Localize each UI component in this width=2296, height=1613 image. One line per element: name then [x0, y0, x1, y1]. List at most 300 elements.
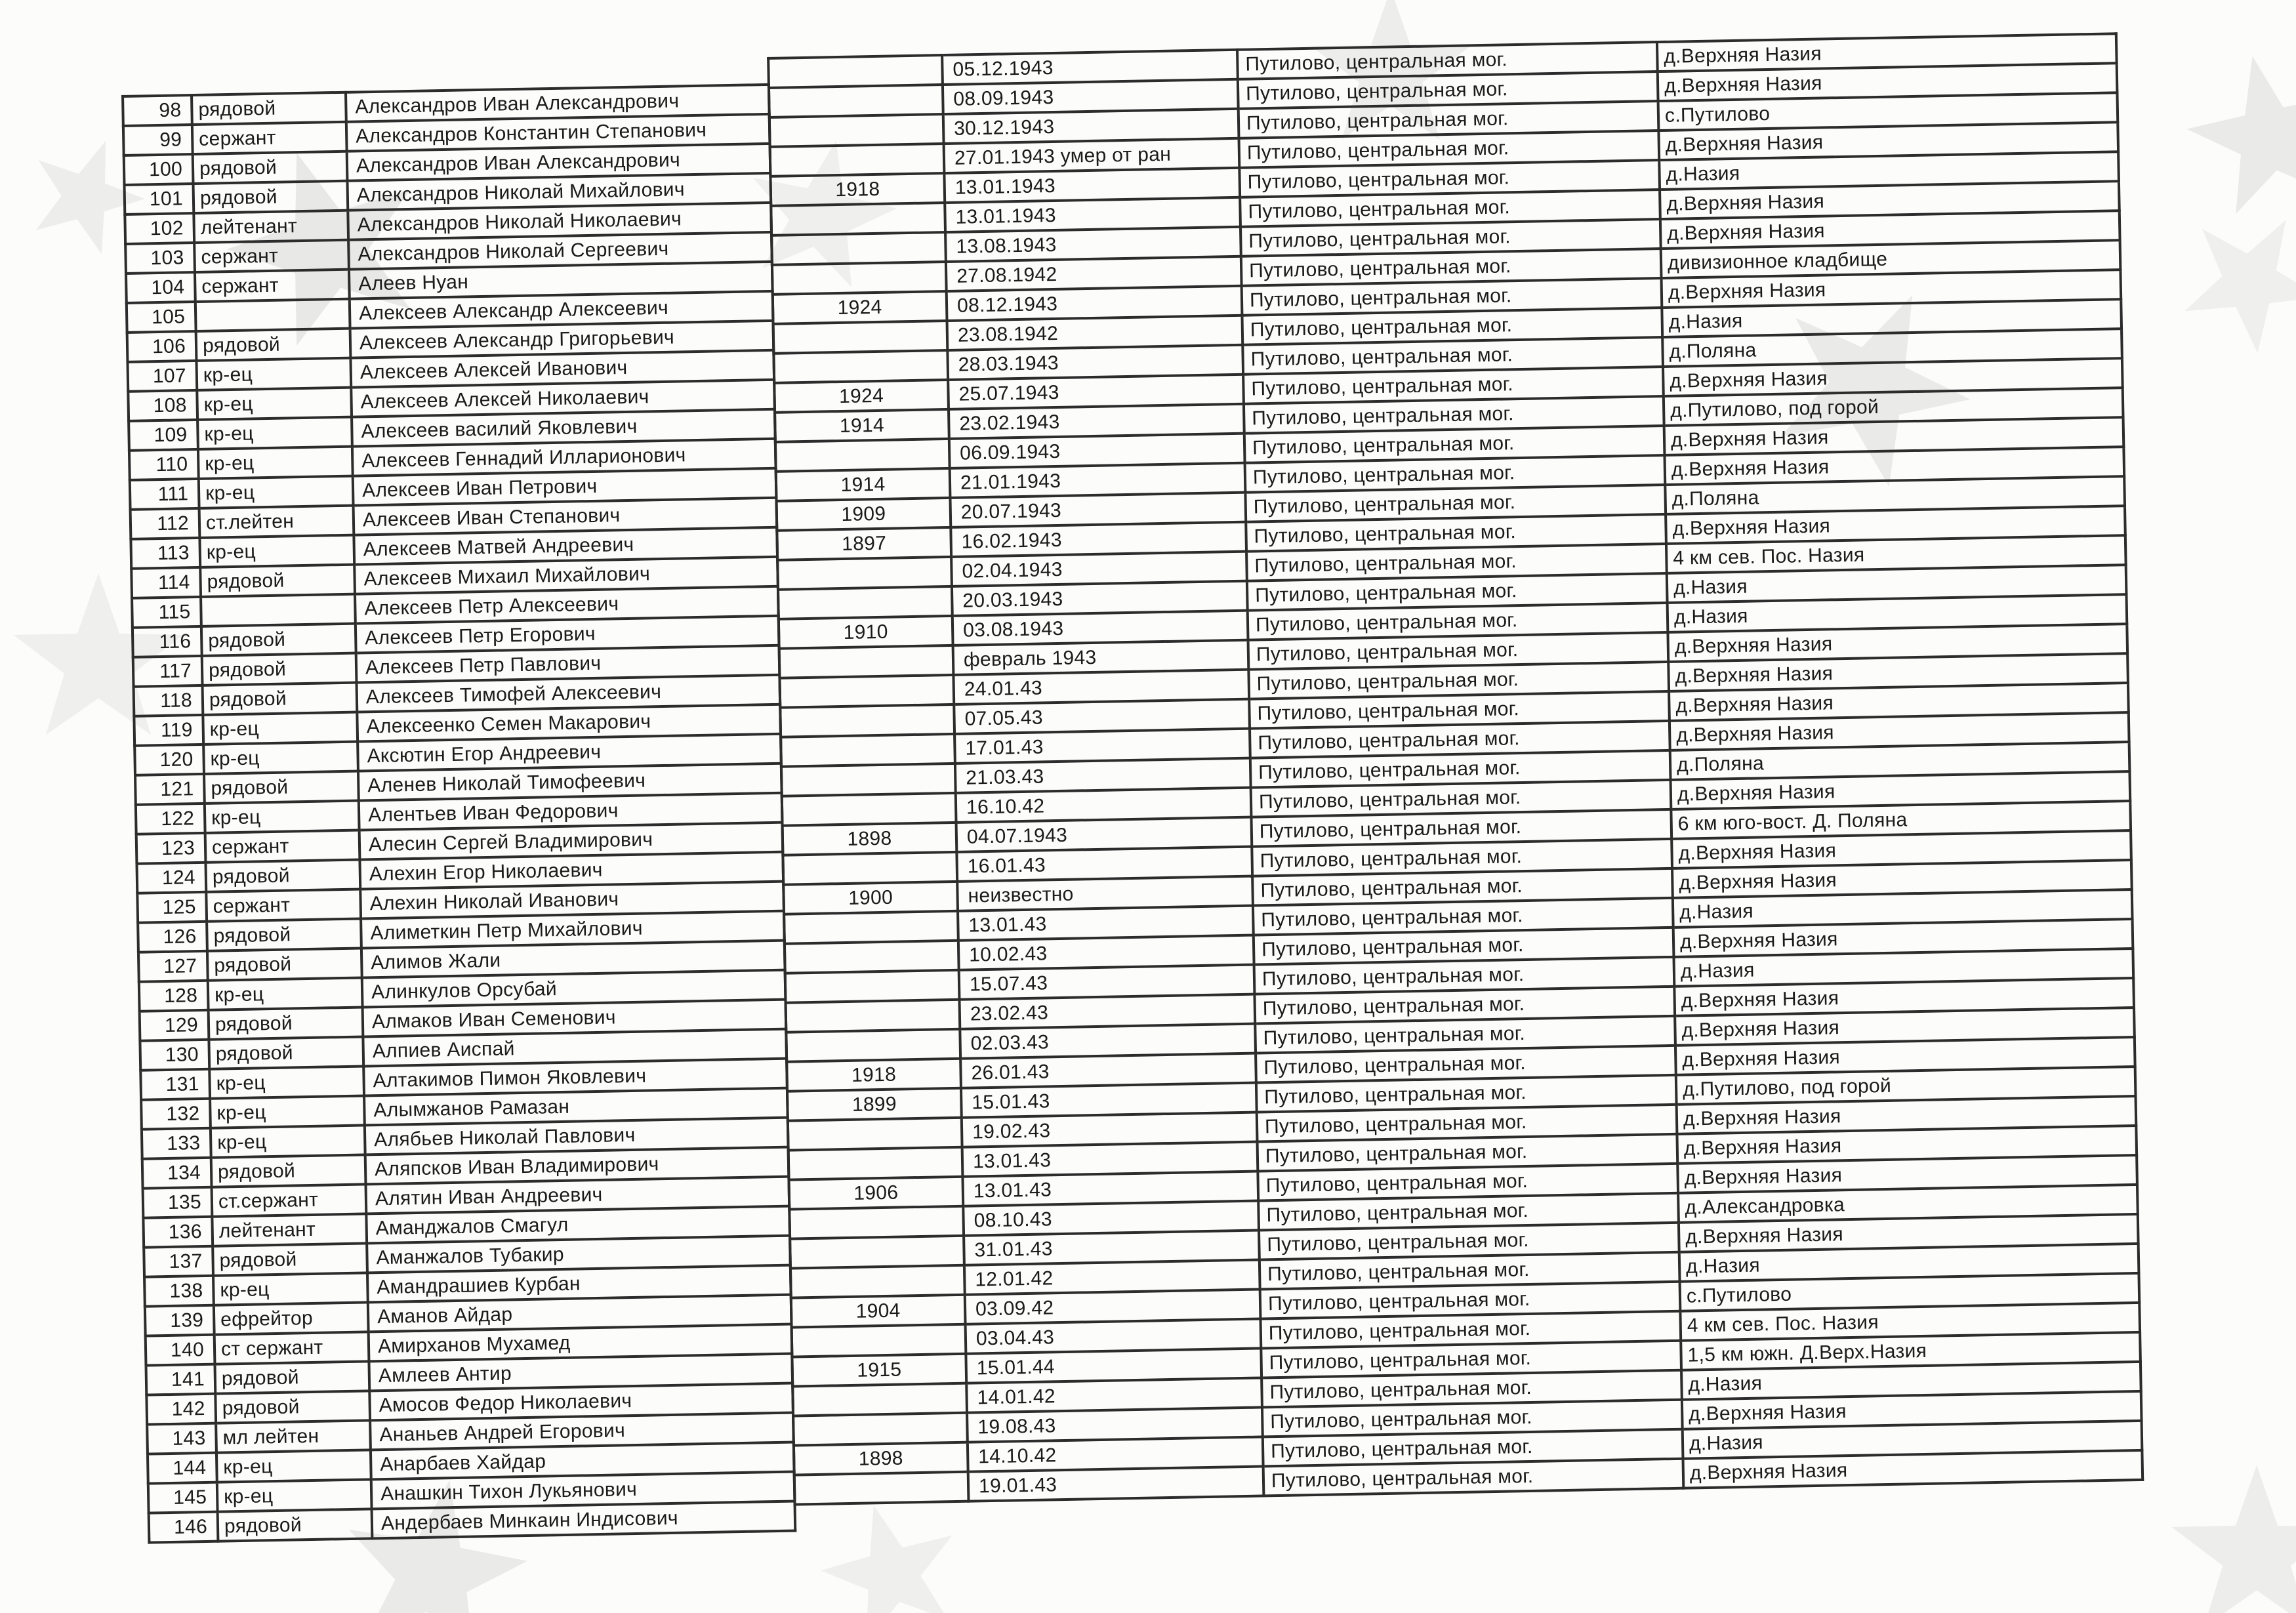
birth-year-cell: 1924	[773, 291, 947, 324]
name-cell: Алексеев Алексей Иванович	[350, 350, 774, 388]
name-cell: Алексеев Петр Павлович	[356, 645, 780, 683]
rank-cell: ст.лейтен	[199, 506, 354, 538]
death-date-cell: 21.03.43	[955, 758, 1251, 793]
name-cell: Алмаков Иван Семенович	[363, 1000, 787, 1037]
death-date-cell: 30.12.1943	[943, 109, 1239, 144]
location-cell: д.Верхняя Назия	[1670, 712, 2129, 750]
birth-year-cell: 1914	[775, 409, 949, 442]
row-number-cell: 142	[146, 1394, 216, 1425]
name-cell: Ананьев Андрей Егорович	[370, 1413, 794, 1450]
death-date-cell: 13.01.43	[962, 1172, 1258, 1206]
row-number-cell: 99	[123, 125, 193, 155]
location-cell: д.Александровка	[1678, 1185, 2138, 1223]
burial-place-cell: Путилово, центральная мог.	[1254, 987, 1675, 1024]
birth-year-cell	[782, 793, 956, 826]
death-date-cell: 08.10.43	[963, 1201, 1259, 1236]
burial-place-cell: Путилово, центральная мог.	[1256, 1075, 1677, 1113]
location-cell: д.Верхняя Назия	[1672, 860, 2132, 898]
name-cell: Алексеев Иван Степанович	[354, 498, 777, 535]
burial-place-cell: Путилово, центральная мог.	[1255, 1016, 1675, 1053]
burial-place-cell: Путилово, центральная мог.	[1253, 898, 1673, 935]
location-cell: д.Верхняя Назия	[1677, 1155, 2137, 1193]
birth-year-cell: 1900	[783, 882, 958, 914]
location-cell: д.Верхняя Назия	[1671, 771, 2131, 809]
name-cell: Амлеев Антир	[369, 1354, 792, 1391]
row-number-cell: 123	[136, 833, 206, 864]
rank-cell: кр-ец	[209, 1066, 364, 1098]
name-cell: Алексеенко Семен Макарович	[357, 704, 781, 742]
rank-cell: рядовой	[203, 683, 358, 715]
name-cell: Алексеев Александр Григорьевич	[350, 321, 774, 358]
row-number-cell: 129	[140, 1010, 209, 1041]
row-number-cell: 145	[148, 1482, 218, 1513]
death-date-cell: февраль 1943	[953, 640, 1249, 675]
rank-cell: рядовой	[215, 1391, 370, 1423]
name-cell: Аксютин Егор Андреевич	[358, 734, 781, 771]
birth-year-cell	[779, 675, 954, 708]
burial-place-cell: Путилово, центральная мог.	[1260, 1282, 1681, 1319]
burial-place-cell: Путилово, центральная мог.	[1259, 1223, 1679, 1260]
birth-year-cell	[785, 970, 960, 1003]
location-cell: д.Верхняя Назия	[1664, 417, 2124, 455]
row-number-cell: 102	[125, 213, 194, 244]
location-cell: д.Верхняя Назия	[1658, 63, 2118, 101]
birth-year-cell	[790, 1265, 965, 1298]
birth-year-cell: 1918	[787, 1059, 961, 1092]
name-cell: Анарбаев Хайдар	[371, 1442, 794, 1480]
rank-cell: рядовой	[201, 624, 356, 656]
star-watermark-icon	[2178, 46, 2296, 230]
rank-cell: рядовой	[192, 92, 346, 125]
death-date-cell: 08.09.1943	[943, 79, 1239, 114]
burial-place-cell: Путилово, центральная мог.	[1245, 485, 1666, 522]
death-date-cell: 26.01.43	[960, 1053, 1256, 1088]
rank-cell: лейтенант	[194, 211, 348, 243]
death-date-cell: 15.07.43	[959, 965, 1255, 1000]
rank-cell	[201, 594, 356, 626]
location-cell: д.Верхняя Назия	[1675, 1008, 2135, 1046]
death-date-cell: 28.03.1943	[947, 345, 1243, 380]
rank-cell: рядовой	[202, 653, 357, 685]
row-number-cell: 146	[149, 1512, 218, 1543]
rank-cell: кр-ец	[199, 535, 354, 567]
birth-year-cell	[772, 262, 947, 295]
rank-cell: кр-ец	[196, 358, 351, 390]
death-date-cell: 19.08.43	[967, 1407, 1263, 1442]
birth-year-cell	[773, 350, 948, 383]
location-cell: д.Путилово, под горой	[1664, 388, 2123, 426]
birth-year-cell	[773, 321, 948, 354]
birth-year-cell	[783, 852, 957, 885]
rank-cell: кр-ец	[210, 1095, 365, 1128]
death-date-cell: 13.01.43	[962, 1142, 1258, 1177]
row-number-cell: 104	[126, 272, 195, 303]
location-cell: д.Назия	[1668, 594, 2127, 632]
rank-cell: рядовой	[205, 860, 360, 892]
rank-cell	[195, 299, 350, 331]
name-cell: Алексеев Петр Егорович	[356, 616, 779, 653]
burial-place-cell: Путилово, центральная мог.	[1258, 1134, 1678, 1172]
burial-place-cell: Путилово, центральная мог.	[1263, 1459, 1684, 1496]
death-date-cell: 23.02.43	[959, 994, 1255, 1029]
roster-table-right	[767, 32, 2144, 1505]
rank-cell: мл лейтен	[216, 1420, 371, 1452]
birth-year-cell	[789, 1147, 963, 1180]
birth-year-cell	[771, 203, 945, 235]
rank-cell: кр-ец	[199, 476, 354, 508]
death-date-cell: 02.04.1943	[951, 552, 1247, 586]
rank-cell: сержант	[194, 240, 349, 272]
burial-place-cell: Путилово, центральная мог.	[1241, 249, 1662, 286]
death-date-cell: 27.01.1943 умер от ран	[944, 138, 1240, 173]
burial-place-cell: Путилово, центральная мог.	[1252, 839, 1672, 876]
burial-place-cell: Путилово, центральная мог.	[1249, 691, 1670, 729]
burial-place-cell: Путилово, центральная мог.	[1238, 71, 1658, 109]
row-number-cell: 114	[131, 567, 201, 598]
burial-place-cell: Путилово, центральная мог.	[1254, 957, 1675, 994]
name-cell: Алятин Иван Андреевич	[365, 1177, 789, 1214]
row-number-cell: 109	[129, 420, 198, 451]
name-cell: Алтакимов Пимон Яковлевич	[363, 1059, 787, 1096]
location-cell: д.Поляна	[1670, 742, 2130, 780]
name-cell: Амосов Федор Николаевич	[369, 1383, 793, 1421]
name-cell: Алимов Жали	[361, 941, 785, 978]
rank-cell: рядовой	[218, 1509, 373, 1541]
birth-year-cell: 1915	[792, 1354, 966, 1387]
death-date-cell: 10.02.43	[958, 935, 1254, 970]
burial-place-cell: Путилово, центральная мог.	[1237, 42, 1658, 79]
location-cell: д.Назия	[1667, 565, 2127, 603]
name-cell: Аманжалов Тубакир	[367, 1236, 790, 1273]
row-number-cell: 108	[128, 390, 197, 421]
row-number-cell: 135	[143, 1187, 213, 1218]
death-date-cell: неизвестно	[957, 876, 1253, 911]
row-number-cell: 126	[138, 922, 207, 952]
death-date-cell: 14.01.42	[966, 1378, 1262, 1412]
row-number-cell: 120	[134, 745, 204, 775]
rank-cell: сержант	[195, 270, 350, 302]
death-date-cell: 03.04.43	[966, 1318, 1261, 1353]
death-date-cell: 19.01.43	[968, 1466, 1264, 1501]
rank-cell: рядовой	[193, 181, 348, 213]
rank-cell: кр-ец	[208, 978, 363, 1010]
name-cell: Аляпсков Иван Владимирович	[365, 1147, 789, 1185]
birth-year-cell	[789, 1206, 964, 1239]
death-date-cell: 31.01.43	[964, 1231, 1260, 1265]
birth-year-cell: 1924	[774, 380, 949, 413]
row-number-cell: 130	[140, 1040, 209, 1071]
rank-cell: рядовой	[215, 1361, 369, 1393]
roster-table-left	[121, 83, 796, 1544]
name-cell: Алексеев Петр Алексеевич	[355, 586, 779, 624]
location-cell: с.Путилово	[1658, 92, 2118, 131]
name-cell: Алексеев Тимофей Алексеевич	[356, 675, 780, 712]
row-number-cell: 137	[144, 1246, 213, 1277]
burial-place-cell: Путилово, центральная мог.	[1248, 603, 1668, 640]
location-cell: д.Верхняя Назия	[1679, 1214, 2139, 1252]
death-date-cell: 15.01.44	[966, 1348, 1261, 1383]
name-cell: Алиметкин Петр Михайлович	[361, 911, 785, 949]
location-cell: д.Верхняя Назия	[1677, 1126, 2137, 1164]
death-date-cell: 20.07.1943	[950, 493, 1246, 527]
rank-cell: ст.сержант	[212, 1184, 367, 1216]
burial-place-cell: Путилово, центральная мог.	[1248, 632, 1669, 670]
row-number-cell: 117	[133, 656, 203, 687]
row-number-cell: 128	[139, 981, 209, 1011]
birth-year-cell: 1898	[783, 823, 957, 855]
rank-cell: ефрейтор	[214, 1302, 369, 1334]
rank-cell: кр-ец	[203, 712, 358, 745]
location-cell: д.Верхняя Назия	[1671, 830, 2131, 868]
row-number-cell: 112	[131, 508, 200, 539]
rank-cell: кр-ец	[203, 742, 358, 774]
location-cell: д.Назия	[1673, 949, 2133, 987]
birth-year-cell	[769, 85, 943, 117]
location-cell: 1,5 км южн. Д.Верх.Назия	[1681, 1332, 2141, 1370]
birth-year-cell	[777, 557, 952, 590]
birth-year-cell	[779, 645, 954, 678]
location-cell: д.Поляна	[1662, 329, 2122, 367]
row-number-cell: 111	[130, 479, 199, 510]
row-number-cell: 116	[133, 626, 202, 657]
name-cell: Андербаев Минкаин Индисович	[372, 1501, 796, 1539]
name-cell: Александров Иван Александрович	[346, 85, 769, 122]
location-cell: д.Верхняя Назия	[1662, 270, 2122, 308]
name-cell: Амирханов Мухамед	[369, 1324, 792, 1362]
death-date-cell: 16.10.42	[956, 788, 1252, 823]
birth-year-cell	[788, 1118, 962, 1151]
birth-year-cell	[793, 1413, 968, 1446]
burial-place-cell: Путилово, центральная мог.	[1240, 219, 1661, 256]
rank-cell: рядовой	[204, 771, 359, 804]
rank-cell: сержант	[192, 122, 347, 154]
burial-place-cell: Путилово, центральная мог.	[1244, 396, 1664, 434]
death-date-cell: 27.08.1942	[946, 256, 1242, 291]
location-cell: д.Верхняя Назия	[1660, 181, 2120, 219]
death-date-cell: 06.09.1943	[949, 434, 1245, 468]
death-date-cell: 16.01.43	[956, 847, 1252, 882]
burial-place-cell: Путилово, центральная мог.	[1251, 780, 1671, 817]
row-number-cell: 134	[142, 1158, 212, 1189]
name-cell: Алексеев Алексей Николаевич	[351, 380, 775, 417]
row-number-cell: 115	[132, 597, 201, 628]
burial-place-cell: Путилово, центральная мог.	[1240, 190, 1660, 227]
birth-year-cell	[769, 114, 944, 147]
location-cell: д.Назия	[1679, 1244, 2139, 1282]
rank-cell: рядовой	[200, 565, 355, 597]
burial-place-cell: Путилово, центральная мог.	[1250, 750, 1671, 788]
row-number-cell: 133	[142, 1128, 211, 1159]
row-number-cell: 101	[125, 184, 194, 214]
rank-cell: кр-ец	[213, 1273, 368, 1305]
death-date-cell: 19.02.43	[962, 1113, 1258, 1147]
rank-cell: рядовой	[193, 152, 348, 184]
birth-year-cell: 1906	[789, 1177, 963, 1210]
death-date-cell: 02.03.43	[960, 1024, 1256, 1059]
rank-cell: кр-ец	[205, 801, 359, 833]
burial-place-cell: Путилово, центральная мог.	[1263, 1429, 1683, 1467]
row-number-cell: 143	[147, 1423, 216, 1454]
name-cell: Алексеев Геннадий Илларионович	[352, 439, 776, 476]
name-cell: Алесин Сергей Владимирович	[359, 823, 783, 860]
location-cell: 6 км юго-вост. Д. Поляна	[1671, 801, 2131, 839]
death-date-cell: 04.07.1943	[956, 817, 1252, 852]
rank-cell: сержант	[206, 889, 361, 922]
birth-year-cell: 1910	[779, 616, 953, 649]
name-cell: Алексеев василий Яковлевич	[352, 409, 775, 447]
location-cell: д.Верхняя Назия	[1668, 653, 2128, 691]
birth-year-cell	[781, 734, 955, 767]
star-watermark-icon	[2171, 203, 2296, 361]
row-number-cell: 106	[127, 331, 197, 362]
burial-place-cell: Путилово, центральная мог.	[1256, 1046, 1676, 1083]
row-number-cell: 141	[146, 1364, 215, 1395]
burial-place-cell: Путилово, центральная мог.	[1242, 337, 1663, 375]
location-cell: д.Назия	[1681, 1362, 2141, 1400]
death-date-cell: 14.10.42	[968, 1437, 1263, 1471]
burial-place-cell: Путилово, центральная мог.	[1242, 278, 1662, 316]
burial-place-cell: Путилово, центральная мог.	[1257, 1105, 1677, 1142]
death-date-cell: 13.01.1943	[944, 168, 1240, 203]
birth-year-cell	[775, 439, 950, 472]
row-number-cell: 98	[123, 95, 192, 126]
burial-place-cell: Путилово, центральная мог.	[1251, 809, 1671, 847]
birth-year-cell	[780, 704, 954, 737]
burial-place-cell: Путилово, центральная мог.	[1260, 1311, 1681, 1349]
row-number-cell: 127	[138, 951, 208, 982]
burial-place-cell: Путилово, центральная мог.	[1246, 544, 1667, 581]
birth-year-cell	[784, 911, 958, 944]
birth-year-cell	[768, 55, 943, 88]
location-cell: д.Назия	[1673, 889, 2133, 928]
row-number-cell: 144	[148, 1453, 217, 1484]
rank-cell: кр-ец	[216, 1450, 371, 1482]
name-cell: Алябьев Николай Павлович	[365, 1118, 789, 1155]
birth-year-cell: 1909	[777, 498, 951, 531]
death-date-cell: 07.05.43	[954, 699, 1250, 734]
location-cell: д.Верхняя Назия	[1674, 978, 2134, 1016]
rank-cell: рядовой	[196, 329, 351, 361]
name-cell: Аленев Николай Тимофеевич	[358, 764, 782, 801]
location-cell: д.Верхняя Назия	[1669, 683, 2129, 721]
location-cell: д.Верхняя Назия	[1664, 447, 2124, 485]
death-date-cell: 03.09.42	[965, 1290, 1261, 1324]
location-cell: д.Верхняя Назия	[1666, 506, 2125, 544]
death-date-cell: 08.12.1943	[947, 286, 1242, 321]
birth-year-cell	[778, 586, 953, 619]
burial-place-cell: Путилово, центральная мог.	[1261, 1341, 1681, 1378]
rank-cell: кр-ец	[211, 1125, 365, 1157]
rank-cell: рядовой	[207, 949, 362, 981]
rank-cell: рядовой	[209, 1036, 363, 1069]
rank-cell: кр-ец	[198, 447, 353, 479]
birth-year-cell	[781, 764, 956, 796]
burial-place-cell: Путилово, центральная мог.	[1243, 367, 1664, 404]
row-number-cell: 107	[127, 361, 197, 392]
row-number-cell: 100	[124, 154, 194, 185]
death-date-cell: 17.01.43	[954, 729, 1250, 764]
birth-year-cell	[786, 1029, 960, 1062]
burial-place-cell: Путилово, центральная мог.	[1239, 160, 1660, 197]
row-number-cell: 136	[143, 1217, 213, 1248]
row-number-cell: 131	[140, 1069, 210, 1100]
name-cell: Алинкулов Орсубай	[362, 970, 786, 1008]
birth-year-cell	[790, 1236, 964, 1269]
location-cell: д.Поляна	[1665, 476, 2125, 514]
location-cell: дивизионное кладбище	[1661, 240, 2121, 278]
row-number-cell: 113	[131, 538, 200, 569]
death-date-cell: 24.01.43	[953, 670, 1249, 704]
name-cell: Александров Николай Михайлович	[347, 173, 771, 211]
rank-cell: ст сержант	[215, 1332, 369, 1364]
rank-cell: лейтенант	[212, 1214, 367, 1246]
death-date-cell: 21.01.1943	[950, 463, 1246, 498]
name-cell: Алексеев Михаил Михайлович	[354, 557, 778, 594]
death-date-cell: 15.01.43	[961, 1083, 1257, 1118]
birth-year-cell	[794, 1472, 969, 1505]
burial-place-cell: Путилово, центральная мог.	[1239, 131, 1659, 168]
burial-place-cell: Путилово, центральная мог.	[1246, 514, 1666, 552]
name-cell: Алентьев Иван Федорович	[359, 793, 783, 830]
burial-place-cell: Путилово, центральная мог.	[1247, 573, 1668, 611]
rank-cell: кр-ец	[217, 1479, 372, 1511]
row-number-cell: 140	[146, 1335, 215, 1366]
birth-year-cell: 1914	[776, 468, 951, 501]
location-cell: д.Верхняя Назия	[1682, 1391, 2142, 1429]
row-number-cell: 105	[127, 302, 196, 333]
location-cell: д.Верхняя Назия	[1663, 358, 2123, 396]
location-cell: д.Верхняя Назия	[1658, 122, 2118, 160]
name-cell: Алымжанов Рамазан	[364, 1088, 788, 1126]
row-number-cell: 122	[136, 804, 205, 834]
birth-year-cell: 1918	[770, 173, 945, 206]
death-date-cell: 20.03.1943	[952, 581, 1248, 616]
death-date-cell: 13.08.1943	[945, 227, 1241, 262]
burial-place-cell: Путилово, центральная мог.	[1252, 868, 1673, 906]
burial-place-cell: Путилово, центральная мог.	[1261, 1370, 1682, 1408]
row-number-cell: 118	[134, 685, 203, 716]
death-date-cell: 03.08.1943	[953, 611, 1248, 645]
name-cell: Амандрашиев Курбан	[367, 1265, 791, 1303]
burial-place-cell: Путилово, центральная мог.	[1258, 1193, 1679, 1231]
birth-year-cell: 1897	[777, 527, 951, 560]
death-date-cell: 05.12.1943	[942, 50, 1238, 85]
birth-year-cell: 1899	[787, 1088, 962, 1121]
location-cell: д.Назия	[1659, 152, 2119, 190]
rank-cell: рядовой	[207, 919, 361, 951]
burial-place-cell: Путилово, центральная мог.	[1258, 1164, 1678, 1201]
row-number-cell: 119	[134, 715, 203, 746]
name-cell: Алехин Егор Николаевич	[359, 852, 783, 889]
location-cell: д.Верхняя Назия	[1668, 624, 2127, 662]
location-cell: с.Путилово	[1680, 1273, 2140, 1311]
name-cell: Аманов Айдар	[368, 1295, 792, 1332]
star-watermark-icon	[2158, 1456, 2296, 1613]
burial-place-cell: Путилово, центральная мог.	[1239, 101, 1659, 138]
name-cell: Александров Иван Александрович	[347, 144, 771, 181]
rank-cell: рядовой	[211, 1154, 366, 1187]
rank-cell: рядовой	[213, 1243, 367, 1275]
burial-place-cell: Путилово, центральная мог.	[1260, 1252, 1680, 1290]
name-cell: Алексеев Иван Петрович	[353, 468, 777, 506]
name-cell: Анашкин Тихон Лукьянович	[371, 1472, 795, 1509]
row-number-cell: 103	[125, 243, 195, 274]
row-number-cell: 124	[136, 863, 206, 893]
death-date-cell: 25.07.1943	[948, 375, 1244, 409]
name-cell: Алексеев Матвей Андреевич	[354, 527, 777, 565]
name-cell: Аманджалов Смагул	[366, 1206, 790, 1244]
location-cell: 4 км сев. Пос. Назия	[1666, 535, 2126, 573]
